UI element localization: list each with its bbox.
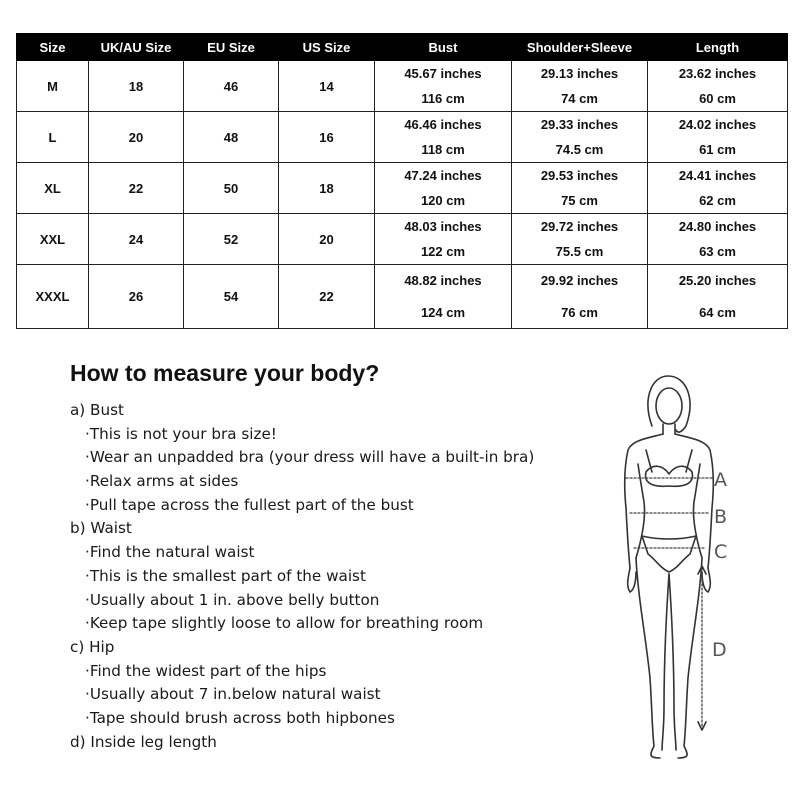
neck-outline [663,424,675,434]
header-shoulder-sleeve: Shoulder+Sleeve [512,34,648,61]
bra-straps [646,450,692,472]
length-inches: 24.80 inches [678,219,757,234]
length-inches: 24.41 inches [678,168,757,183]
table-header-row [17,34,788,61]
table-row [17,265,788,329]
guide-tip: ·This is not your bra size! [85,424,277,443]
bust-cell [375,61,512,112]
bust-inches: 45.67 inches [404,66,482,81]
size-chart-table [16,33,788,329]
length-cm: 60 cm [699,91,736,106]
uk-au-cell: 22 [89,163,184,214]
shoulder-cm: 76 cm [561,304,598,320]
uk-au-cell: 20 [89,112,184,163]
shoulder-cell [512,61,648,112]
shoulder-cell [512,214,648,265]
us-cell: 16 [279,112,375,163]
length-inches: 23.62 inches [678,66,757,81]
uk-au-cell: 26 [89,265,184,329]
bust-inches: 47.24 inches [404,168,482,183]
eu-cell: 46 [184,61,279,112]
head-outline [656,388,682,424]
label-b: B [714,506,728,528]
bust-inches: 48.82 inches [404,273,482,289]
size-cell: XL [17,163,89,214]
length-cm: 62 cm [699,193,736,208]
brief-outline [642,536,696,572]
size-cell: XXXL [17,265,89,329]
guide-tip: ·Usually about 7 in.below natural waist [85,685,381,704]
guide-tip: ·Tape should brush across both hipbones [85,708,395,727]
length-cell [648,163,788,214]
header-eu-size: EU Size [184,34,279,61]
length-inches: 24.02 inches [678,117,757,132]
guide-section-heading: a) Bust [70,401,124,419]
eu-cell: 50 [184,163,279,214]
guide-title: How to measure your body? [70,360,380,386]
size-cell: M [17,61,89,112]
length-cm: 64 cm [699,304,736,320]
eu-cell: 52 [184,214,279,265]
shoulder-inches: 29.33 inches [540,117,619,132]
guide-tip: ·Find the widest part of the hips [85,661,327,680]
body-outline-svg [590,368,790,768]
uk-au-cell: 24 [89,214,184,265]
guide-tip: ·Relax arms at sides [85,472,239,491]
eu-cell: 54 [184,265,279,329]
length-cell [648,265,788,329]
length-cell [648,61,788,112]
us-cell: 14 [279,61,375,112]
guide-tip: ·Wear an unpadded bra (your dress will have a built-in bra) [85,448,535,467]
guide-section-heading: c) Hip [70,637,115,656]
length-cell [648,112,788,163]
header-uk-au-size: UK/AU Size [89,34,184,61]
table-row [17,163,788,214]
measurement-instructions [70,399,534,754]
guide-tip: ·Find the natural waist [85,543,255,562]
right-leg-outer [678,558,702,758]
shoulder-inches: 29.72 inches [540,219,619,234]
left-hand [628,568,636,592]
guide-section-heading: b) Waist [70,519,132,538]
table-row [17,112,788,163]
length-cm: 63 cm [699,244,736,259]
right-hand [702,568,710,592]
bust-cm: 118 cm [421,142,465,157]
header-size: Size [17,34,89,61]
us-cell: 20 [279,214,375,265]
bust-cm: 116 cm [421,91,465,106]
header-bust: Bust [375,34,512,61]
bust-cm: 120 cm [420,193,466,208]
shoulder-cm: 74 cm [561,91,598,106]
bust-inches: 48.03 inches [404,219,482,234]
shoulder-inches: 29.53 inches [540,168,619,183]
shoulder-cm: 75 cm [561,193,598,208]
guide-tip: ·Keep tape slightly loose to allow for breathing room [85,614,484,633]
label-d: D [712,639,727,661]
guide-tip: ·This is the smallest part of the waist [85,566,366,585]
us-cell: 22 [279,265,375,329]
label-a: A [714,469,727,491]
bust-cell [375,214,512,265]
size-cell: XXL [17,214,89,265]
measure-lines [626,478,712,728]
body-measurement-figure-icon [590,368,790,768]
bust-cm: 124 cm [420,304,466,320]
size-cell: L [17,112,89,163]
table-row [17,61,788,112]
header-us-size: US Size [279,34,375,61]
uk-au-cell: 18 [89,61,184,112]
bust-cell [375,163,512,214]
label-c: C [714,541,728,563]
bust-cm: 122 cm [420,244,466,259]
shoulder-cell [512,112,648,163]
eu-cell: 48 [184,112,279,163]
bust-cell [375,112,512,163]
length-cell [648,214,788,265]
shoulder-inches: 29.13 inches [540,66,619,81]
guide-tip: ·Pull tape across the fullest part of the bust [85,495,414,514]
left-leg-inner [662,574,669,750]
shoulder-cm: 74.5 cm [555,142,604,157]
bust-cell [375,265,512,329]
measure-labels [712,469,727,661]
right-leg-inner [669,574,676,750]
guide-section-heading: d) Inside leg length [70,732,217,751]
shoulder-cell [512,163,648,214]
shoulder-cell [512,265,648,329]
left-leg-outer [636,558,660,758]
bra-outline [646,466,693,486]
guide-tip: ·Usually about 1 in. above belly button [85,590,380,609]
length-inches: 25.20 inches [678,273,757,289]
table-row [17,214,788,265]
header-length: Length [648,34,788,61]
bust-inches: 46.46 inches [404,117,482,132]
shoulder-inches: 29.92 inches [540,273,619,289]
length-cm: 61 cm [699,142,736,157]
shoulder-cm: 75.5 cm [555,244,604,259]
us-cell: 18 [279,163,375,214]
